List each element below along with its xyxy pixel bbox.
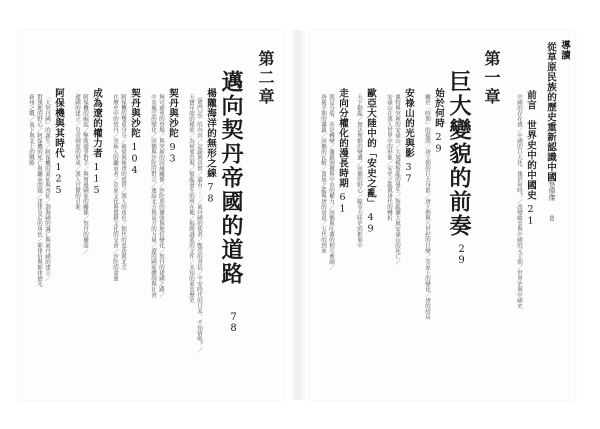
- section-title: 走向分權化的漫長時期61: [337, 88, 348, 215]
- section-body: 無可避免的登場／與突厥的因緣關係／沙陀族的擴張與地位變化／契丹的建國之路／: [158, 94, 164, 298]
- section-body: 對漢地的野心／阿保機的死亡與繼承問題／述律皇后的角色／耶律倍與耶律德光: [36, 94, 42, 287]
- chapter-1-title: 巨大變貌的前奏: [446, 70, 472, 238]
- section-title: 歐亞大陸中的「安史之亂」49: [365, 88, 376, 235]
- section-body: 中亞風雲的變化／回鶻與沙陀的對立／連結北方與南方的力量／遼的國家體制與社會: [150, 94, 156, 298]
- guide-subtitle: 從草原民族的歷史重新認識中國: [545, 42, 556, 182]
- section-body: 新州之戰／南下與北上的戰略: [28, 94, 34, 166]
- section-title: 成為遼的權力者115: [91, 88, 102, 197]
- chapter-1-page: 29: [456, 244, 467, 266]
- section-body: 關於「時期」的提問／唐王朝的巨大身影／唐王朝與八世紀的巨變／草原上的變化／唐的結局: [424, 94, 430, 320]
- section-body: 阿保機的雙重身分／後梁與後唐的更替／漢人的角色／朝代的更迭與北方: [120, 94, 126, 270]
- section-title: 楊隴海洋的無形之線78: [205, 88, 216, 205]
- section-body: 「大契丹國」的誕生／阿保機的東征與西征／渤海國的滅亡與東丹國的建立／: [44, 94, 50, 281]
- preface-heading: 前言: [525, 90, 536, 110]
- book-gutter: [290, 30, 306, 400]
- section-title: 阿保機與其時代125: [53, 88, 64, 197]
- section-body: 既是分裂，亦是轉變／藩鎮割據與中央的權力／回鶻與吐蕃的相互牽制／: [328, 94, 334, 270]
- guide-author: 蔡偉傑: [548, 180, 556, 201]
- section-body: 粟特與突厥的安祿山／大規模叛亂的發生／叛亂擴大與安祿山的死亡／: [394, 94, 400, 265]
- left-page: [18, 30, 283, 400]
- preface-title: 世界史中的中國史21: [525, 120, 536, 227]
- guide-page: 8: [548, 215, 556, 223]
- section-title: 契丹與沙陀93: [167, 88, 178, 165]
- chapter-2-page: 78: [228, 312, 239, 334]
- right-page: [310, 30, 575, 400]
- section-body: 在歷史中的契丹／突厥人的繼承者／草原文化與農耕文化的交會／沙陀的命運: [112, 94, 118, 281]
- section-title: 安祿山的光與影37: [403, 88, 414, 185]
- guide-heading: 導讀: [559, 40, 570, 60]
- chapter-2-title: 邁向契丹帝國的道路: [218, 70, 244, 286]
- section-body: 天下動亂／無法理解的變遷／回鶻的野心／歐亞大陸史的框架中: [356, 94, 362, 248]
- chapter-2-number: 第二章: [256, 50, 275, 107]
- preface-body: 中國的存在感／中國的巨大化，幾於何時？／改變歐亞與中國的元王朝／世界史與中國史: [516, 94, 522, 309]
- section-body: 阿保機的崛起／擊敗競爭對手／與周邊國家的關係／契丹的擴張／: [82, 94, 88, 254]
- section-title: 契丹與沙陀104: [129, 88, 140, 177]
- section-body: 安祿山在漢人世界中的形象／安史之亂與唐代的轉折: [386, 94, 392, 221]
- section-body: 唐後半期的藩鎮／回鶻的瓦解／黃巢之亂與唐的衰退／五代的到來: [320, 94, 326, 254]
- section-body: 遼國的建立／皇帝制度的形成／漢人官僚的引進: [74, 94, 80, 210]
- section-body: 《將門記》的內容／記錄與真實／還有⋯⋯／東丹國的使者／甄萱的書信／平安時代的日本，不知情嗎？／: [196, 94, 202, 353]
- section-title: 始於何時29: [433, 88, 444, 155]
- chapter-1-number: 第一章: [482, 50, 501, 107]
- section-body: 天寶年間的秘密／為何要出現／叛亂發生的所在地／揭開謎底的文件／未知的東亞歷史: [188, 94, 194, 303]
